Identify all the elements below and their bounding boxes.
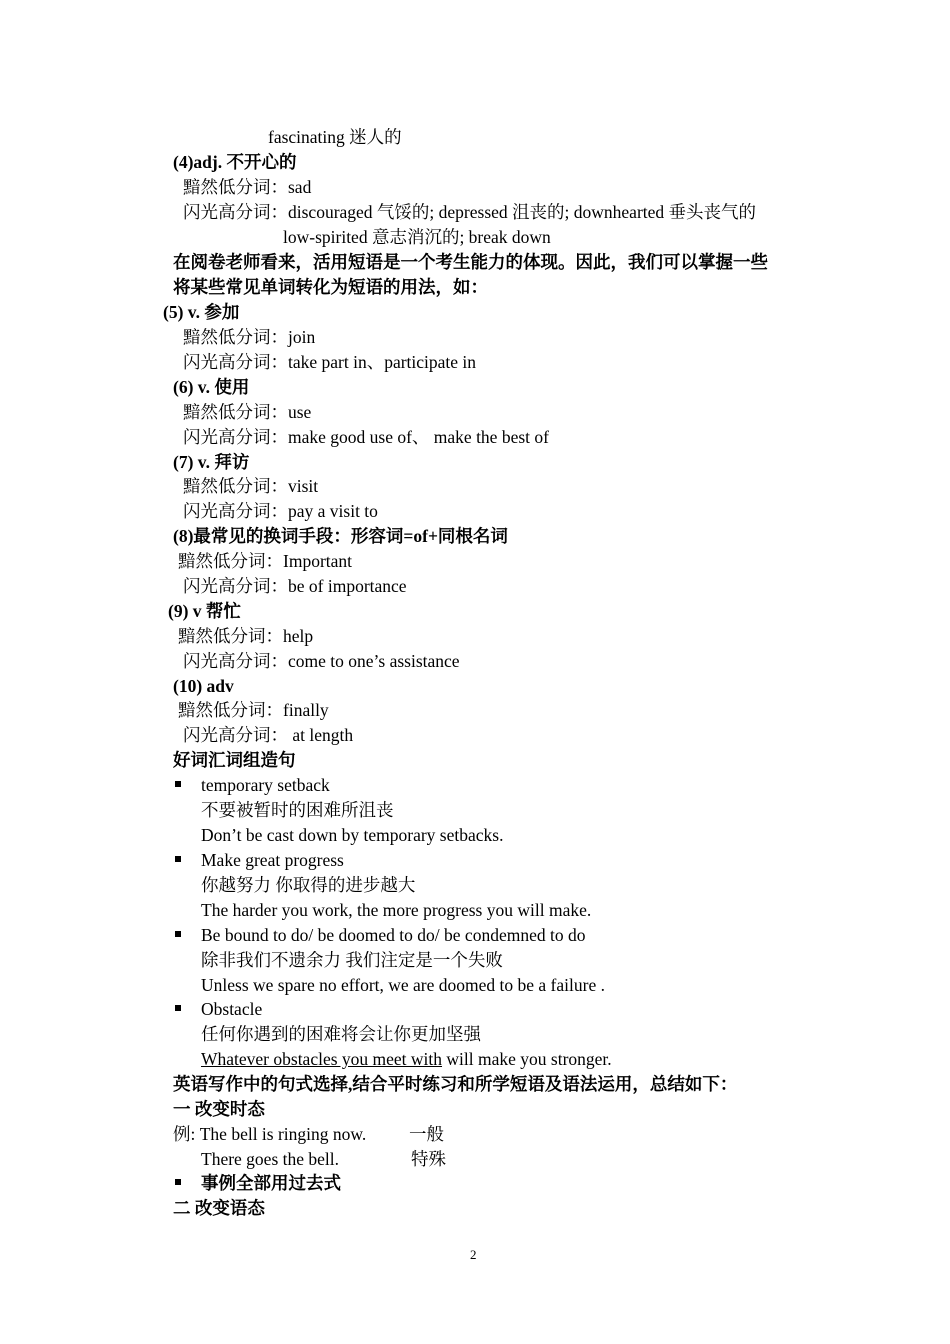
section-heading: (8)最常见的换词手段：形容词=of+同根名词 [173, 526, 508, 546]
example-label: 特殊 [411, 1149, 446, 1169]
bullet-icon [175, 1179, 181, 1185]
list-item-title: Be bound to do/ be doomed to do/ be condemned to do [201, 925, 586, 945]
text-line: 任何你遇到的困难将会让你更加坚强 [201, 1024, 481, 1044]
text-line: 黯然低分词：help [178, 626, 314, 646]
list-item-title: Obstacle [201, 999, 263, 1019]
text-line [201, 1047, 612, 1071]
text-line: 除非我们不遗余力 我们注定是一个失败 [201, 950, 503, 970]
section-heading: 好词汇词组造句 [173, 750, 296, 770]
text-line: 闪光高分词：discouraged 气馁的; depressed 沮丧的; downhearted 垂头丧气的 [183, 202, 757, 222]
list-item-title: 事例全部用过去式 [201, 1173, 341, 1193]
text-line: 黯然低分词：finally [178, 700, 329, 720]
text-line: fascinating 迷人的 [268, 127, 402, 147]
text-line: 闪光高分词：pay a visit to [183, 501, 378, 521]
section-heading: 英语写作中的句式选择,结合平时练习和所学短语及语法运用，总结如下： [173, 1074, 738, 1094]
text-line: 黯然低分词：join [183, 327, 316, 347]
section-heading: (5) v. 参加 [163, 302, 240, 322]
example-sentence: 例: The bell is ringing now. [173, 1124, 367, 1144]
text-line: 闪光高分词：be of importance [183, 576, 407, 596]
example-sentence: There goes the bell. [201, 1149, 340, 1169]
section-heading: (4)adj. 不开心的 [173, 152, 297, 172]
bullet-icon [175, 781, 181, 787]
section-heading: 二 改变语态 [173, 1198, 265, 1218]
paragraph-line: 将某些常见单词转化为短语的用法，如： [173, 277, 488, 297]
section-heading: 一 改变时态 [173, 1099, 265, 1119]
text-line: 你越努力 你取得的进步越大 [201, 875, 416, 895]
section-heading: (10) adv [173, 676, 234, 696]
text-line: Don’t be cast down by temporary setbacks. [201, 825, 504, 845]
text-line: 黯然低分词：visit [183, 476, 319, 496]
bullet-icon [175, 856, 181, 862]
paragraph-line: 在阅卷老师看来，活用短语是一个考生能力的体现。因此，我们可以掌握一些 [173, 252, 768, 272]
text-line: 黯然低分词：Important [178, 551, 353, 571]
bullet-icon [175, 931, 181, 937]
sentence-rest: will make you stronger. [442, 1049, 612, 1069]
text-line: 不要被暂时的困难所沮丧 [201, 800, 394, 820]
text-line: low-spirited 意志消沉的; break down [283, 227, 551, 247]
text-line: The harder you work, the more progress you will make. [201, 900, 592, 920]
text-line: 闪光高分词： at length [183, 725, 354, 745]
text-line: 闪光高分词：come to one’s assistance [183, 651, 460, 671]
bullet-icon [175, 1005, 181, 1011]
text-line: 黯然低分词：sad [183, 177, 312, 197]
list-item-title: Make great progress [201, 850, 344, 870]
text-line: 闪光高分词：make good use of、 make the best of [183, 427, 549, 447]
page-number: 2 [470, 1247, 477, 1262]
text-line: 闪光高分词：take part in、participate in [183, 352, 477, 372]
list-item-title: temporary setback [201, 775, 330, 795]
example-label: 一般 [409, 1124, 444, 1144]
text-line: Unless we spare no effort, we are doomed to be a failure . [201, 975, 605, 995]
section-heading: (6) v. 使用 [173, 377, 250, 397]
section-heading: (9) v 帮忙 [168, 601, 241, 621]
text-line: 黯然低分词：use [183, 402, 312, 422]
section-heading: (7) v. 拜访 [173, 452, 250, 472]
underlined-phrase: Whatever obstacles you meet with [201, 1049, 443, 1069]
